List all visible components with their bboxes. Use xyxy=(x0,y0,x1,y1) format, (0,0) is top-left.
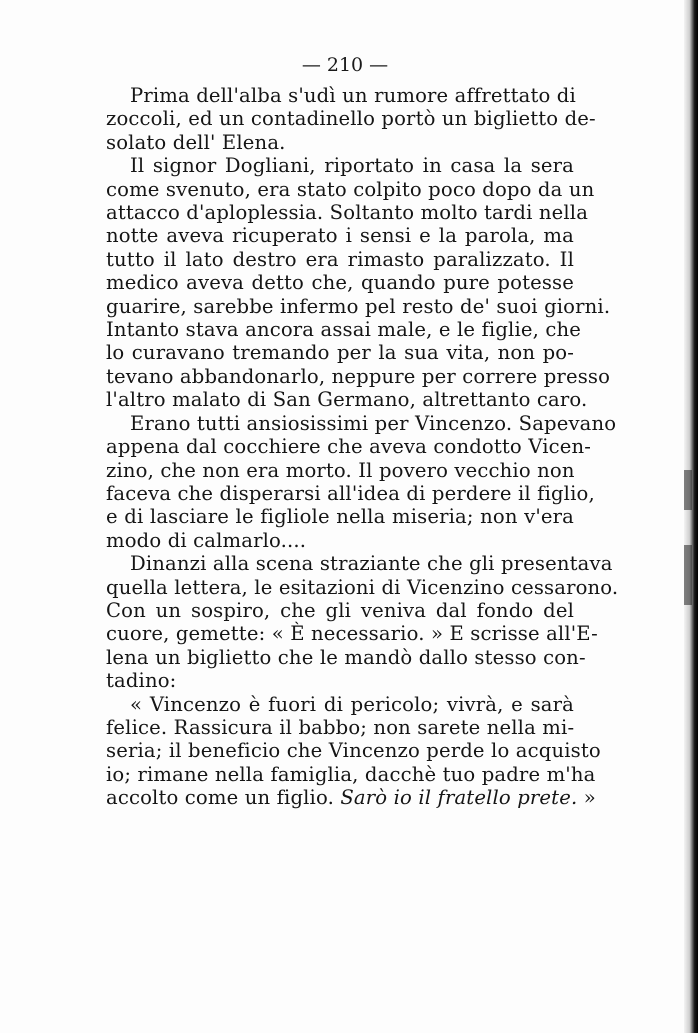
text-run: » xyxy=(577,786,596,810)
text-line: zoccoli, ed un contadinello portò un biglietto de- xyxy=(106,107,596,131)
text-line: zino, che non era morto. Il povero vecchio non xyxy=(106,458,575,482)
text-line: felice. Rassicura il babbo; non sarete nella mi- xyxy=(106,715,575,739)
text-line: notte aveva ricuperato i sensi e la parola, ma xyxy=(106,224,574,248)
text-line: lo curavano tremando per la sua vita, non po- xyxy=(106,341,574,365)
text-line: Intanto stava ancora assai male, e le figlie, che xyxy=(106,318,582,342)
text-line: attacco d'aploplessia. Soltanto molto tardi nella xyxy=(106,201,589,225)
text-line: faceva che disperarsi all'idea di perdere il figlio, xyxy=(106,481,595,505)
page-edge-mark xyxy=(684,470,692,510)
body-text xyxy=(106,84,619,810)
paragraph xyxy=(106,154,611,412)
text-line: cuore, gemette: « È necessario. » E scrisse all'E- xyxy=(106,622,598,646)
text-line: medico aveva detto che, quando pure potesse xyxy=(106,271,574,295)
text-line: io; rimane nella famiglia, dacchè tuo padre m'ha xyxy=(106,762,596,786)
page-number: — 210 — xyxy=(301,54,389,76)
text-line: tadino: xyxy=(106,669,177,693)
text-line: e di lasciare le figliole nella miseria; non v'era xyxy=(106,505,574,529)
page-edge-shadow xyxy=(684,0,698,1033)
text-line: guarire, sarebbe infermo pel resto de' suoi giorni. xyxy=(106,294,611,318)
text-line: solato dell' Elena. xyxy=(106,130,286,154)
text-line: appena dal cocchiere che aveva condotto Vicen- xyxy=(106,435,592,459)
paragraph xyxy=(106,692,601,810)
text-line xyxy=(106,786,596,810)
italic-text-run: Sarò io il fratello prete. xyxy=(340,786,578,810)
text-line: tevano abbandonarlo, neppure per correre presso xyxy=(106,364,611,388)
text-line: l'altro malato di San Germano, altrettanto caro. xyxy=(106,388,588,412)
text-line: Dinanzi alla scena straziante che gli presentava xyxy=(130,552,613,576)
page-edge-mark xyxy=(684,545,692,605)
text-line: lena un biglietto che le mandò dallo stesso con- xyxy=(106,645,586,669)
text-line: modo di calmarlo.... xyxy=(106,528,307,552)
paragraph xyxy=(106,411,617,552)
text-line: « Vincenzo è fuori di pericolo; vivrà, e sarà xyxy=(130,692,574,716)
text-line: Prima dell'alba s'udì un rumore affrettato di xyxy=(130,84,576,107)
text-line: come svenuto, era stato colpito poco dopo da un xyxy=(106,177,595,201)
text-line: Con un sospiro, che gli veniva dal fondo del xyxy=(106,598,574,622)
text-run: accolto come un figlio. xyxy=(106,786,341,810)
text-line: tutto il lato destro era rimasto paralizzato. Il xyxy=(106,247,574,271)
paragraph xyxy=(106,84,596,154)
text-line: Erano tutti ansiosissimi per Vincenzo. Sapevano xyxy=(130,411,617,435)
paragraph xyxy=(106,552,619,693)
text-line: quella lettera, le esitazioni di Vicenzino cessarono. xyxy=(106,575,619,599)
text-line: Il signor Dogliani, riportato in casa la sera xyxy=(130,154,574,178)
text-line: seria; il beneficio che Vincenzo perde lo acquisto xyxy=(106,739,601,763)
